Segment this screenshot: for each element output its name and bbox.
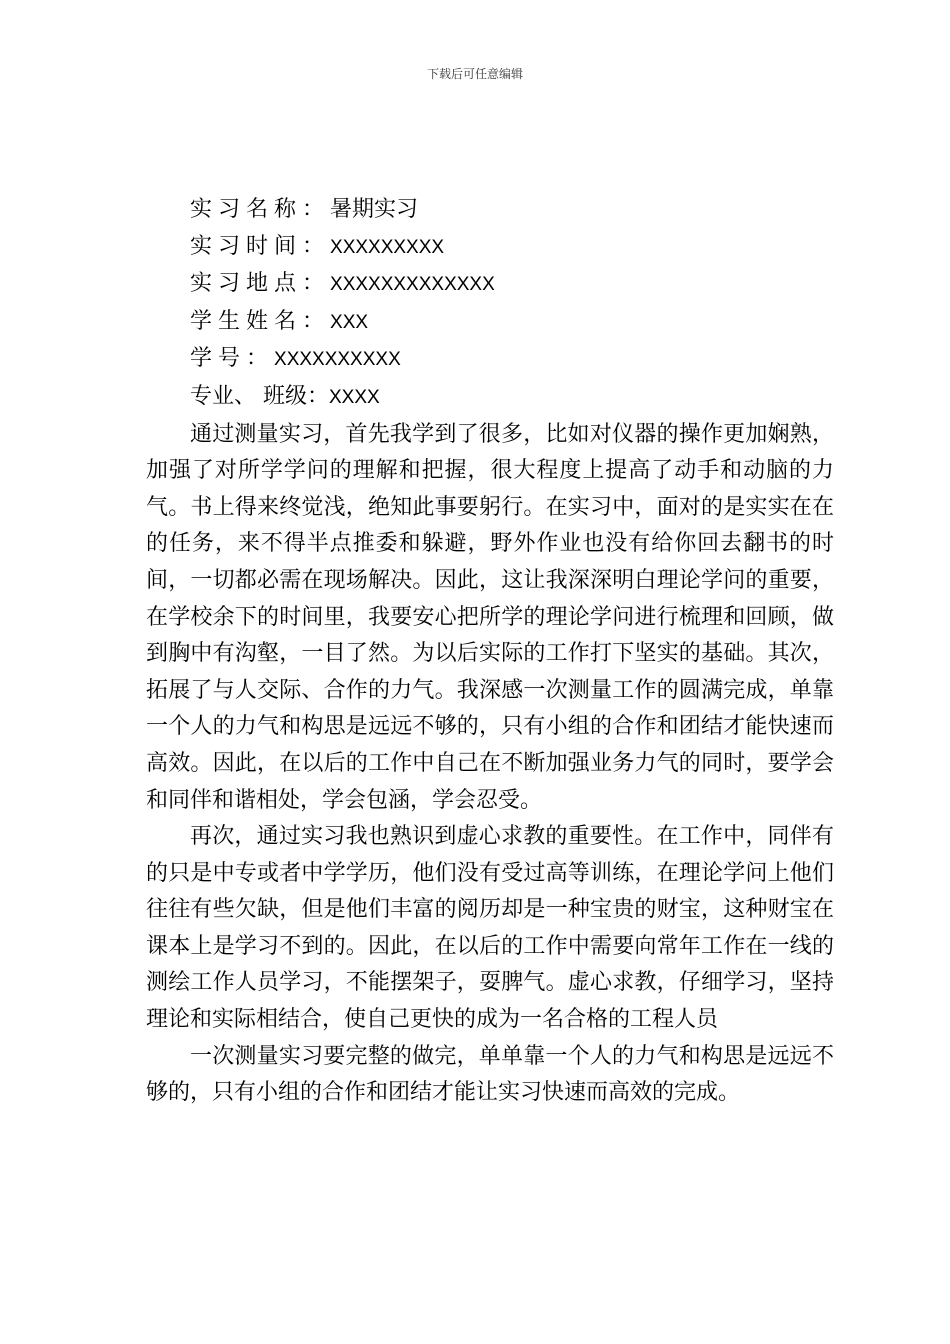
field-internship-name [146, 192, 834, 229]
body-paragraph: 通过测量实习，首先我学到了很多，比如对仪器的操作更加娴熟，加强了对所学学问的理解和把握，很大程度上提高了动手和动脑的力气。书上得来终觉浅，绝知此事要躬行。在实习中，面对的是实实在在的任务，来不得半点推委和躲避，野外作业也没有给你回去翻书的时间，一切都必需在现场解决。因此，这让我深深明白理论学问的重要，在学校余下的时间里，我要安心把所学的理论学问进行梳理和回顾，做到胸中有沟壑，一目了然。为以后实际的工作打下坚实的基础。其次，拓展了与人交际、合作的力气。我深感一次测量工作的圆满完成，单靠一个人的力气和构思是远远不够的，只有小组的合作和团结才能快速而高效。因此，在以后的工作中自己在不断加强业务力气的同时，要学会和同伴和谐相处，学会包涵，学会忍受。 [146, 421, 834, 813]
field-label: 实习名称： [190, 197, 331, 222]
field-label: 学生姓名： [190, 308, 331, 334]
field-value: XXXXXXXXX [330, 236, 445, 258]
field-student-name [146, 304, 834, 342]
field-value: 暑期实习 [330, 197, 419, 222]
field-label: 专业、 班级： [190, 383, 329, 409]
field-value: XXX [330, 311, 369, 333]
field-major-class [146, 379, 834, 417]
field-internship-location [146, 266, 834, 304]
field-label: 实习地点： [190, 271, 331, 297]
field-value: XXXX [329, 386, 380, 408]
field-internship-time [146, 229, 834, 267]
field-value: XXXXXXXXXXXXX [330, 274, 495, 296]
document-body [146, 192, 834, 1112]
field-student-id [146, 341, 834, 379]
header-note: 下载后可任意编辑 [426, 67, 523, 81]
field-value: XXXXXXXXXX [274, 349, 401, 371]
body-paragraph: 一次测量实习要完整的做完，单单靠一个人的力气和构思是远远不够的，只有小组的合作和团结才能让实习快速而高效的完成。 [146, 1043, 834, 1106]
field-label: 学号： [190, 346, 275, 372]
field-label: 实习时间： [190, 233, 331, 259]
body-paragraph: 再次，通过实习我也熟识到虚心求教的重要性。在工作中，同伴有的只是中专或者中学学历，他们没有受过高等训练，在理论学问上他们往往有些欠缺，但是他们丰富的阅历却是一种宝贵的财宝，这种财宝在课本上是学习不到的。因此，在以后的工作中需要向常年工作在一线的测绘工作人员学习，不能摆架子，耍脾气。虚心求教，仔细学习，坚持理论和实际相结合，使自己更快的成为一名合格的工程人员 [146, 824, 834, 1033]
